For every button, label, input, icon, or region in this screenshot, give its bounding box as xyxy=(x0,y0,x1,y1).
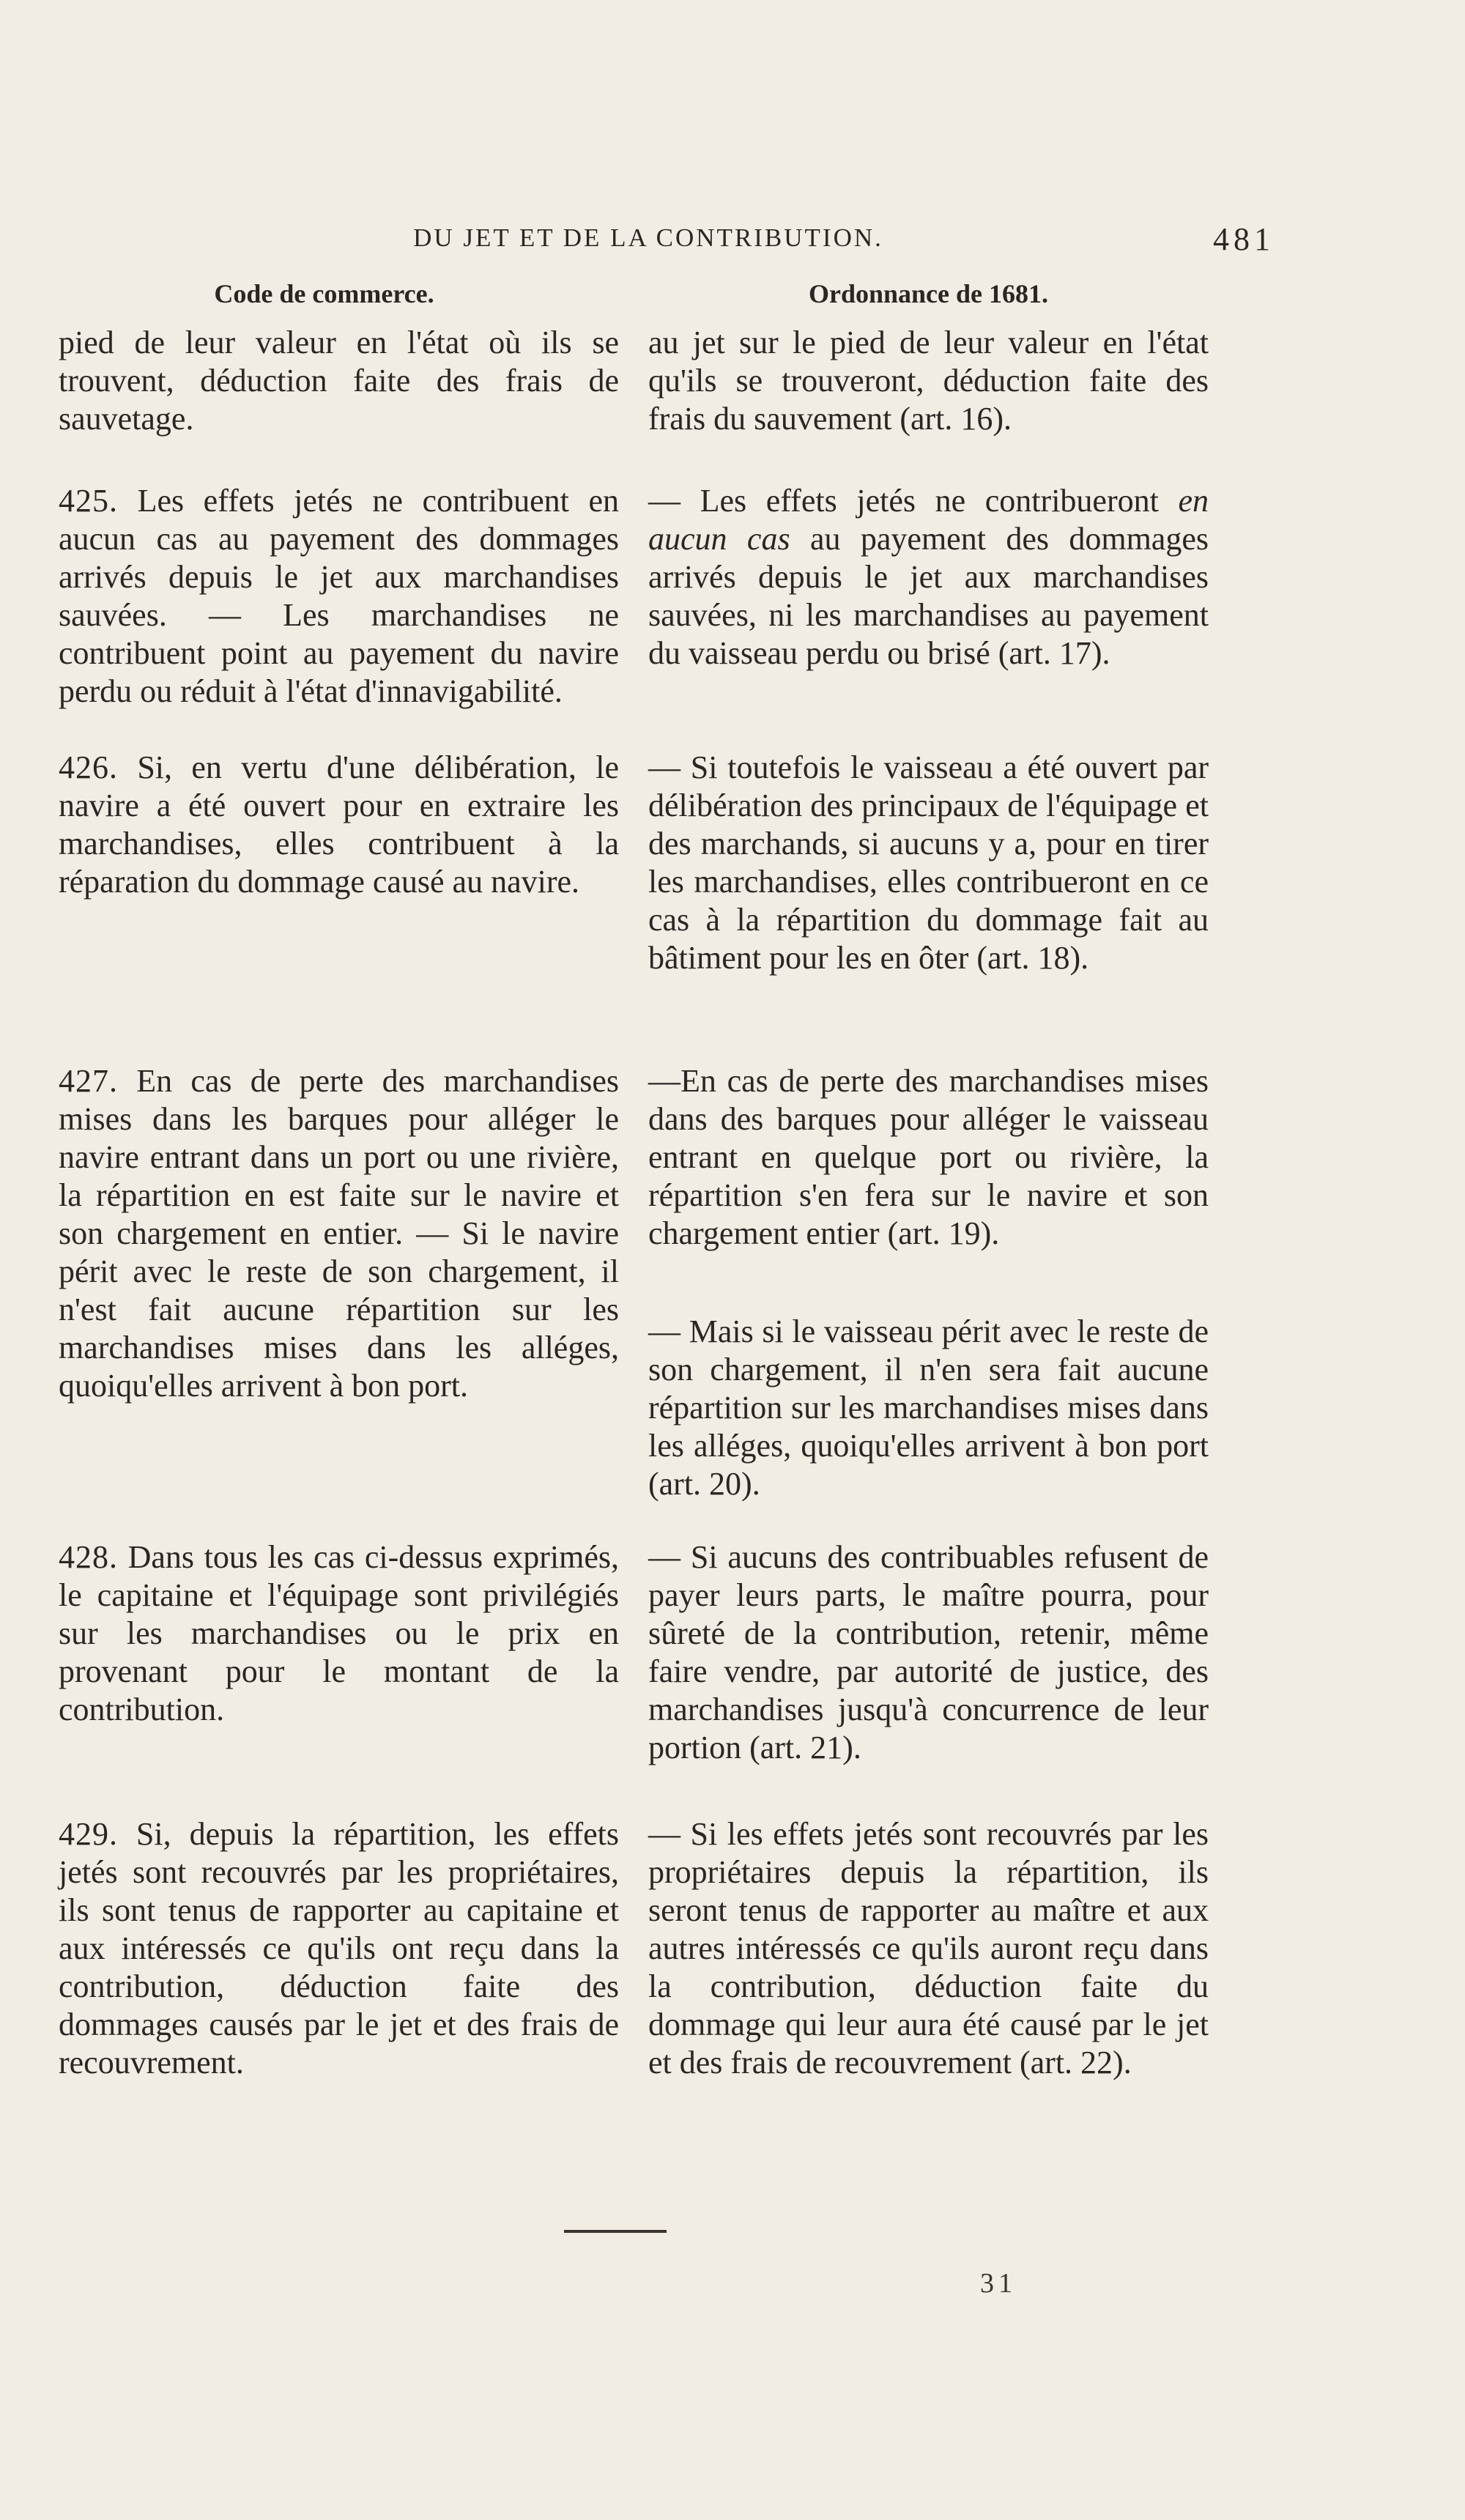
right-paragraph-art-18: — Si toutefois le vaisseau a été ouvert par délibération des principaux de l'équipage et des marchands, si aucuns y a, pour en tirer les marchandises, elles contribueront en ce cas à la répartition du dommage fait au bâtiment pour les en ôter (art. 18). xyxy=(648,749,1209,976)
right-paragraph: au jet sur le pied de leur valeur en l'état qu'ils se trouveront, déduction faite des frais du sauvement (art. 16). xyxy=(648,325,1209,437)
running-head-title: DU JET ET DE LA CONTRIBUTION. xyxy=(413,223,883,252)
article-number: 429. xyxy=(59,1816,118,1852)
left-paragraph-article-427: 427. En cas de perte des marchandises mises dans les barques pour alléger le navire entrant dans un port ou une rivière, la répartition en est faite sur le navire et son chargement en entier. — Si le navire périt avec le reste de son chargement, il n'est fait aucune répartition sur les marchandises mises dans les alléges, quoiqu'elles arrivent à bon port. xyxy=(59,1063,619,1404)
article-number: 425. xyxy=(59,483,118,519)
right-paragraph-art-19: —En cas de perte des marchandises mises dans des barques pour alléger le vaisseau entrant en quelque port ou rivière, la répartition s'en fera sur le navire et son chargement entier (art. 19). xyxy=(648,1063,1209,1251)
left-column xyxy=(59,278,619,2080)
right-paragraph-art-21: — Si aucuns des contribuables refusent de payer leurs parts, le maître pourra, pour sûreté de la contribution, retenir, même faire vendre, par autorité de justice, des marchandises jusqu'à concurrence de leur portion (art. 21). xyxy=(648,1539,1209,1765)
article-number: 426. xyxy=(59,749,118,785)
right-paragraph-art-22: — Si les effets jetés sont recouvrés par les propriétaires depuis la répartition, ils seront tenus de rapporter au maître et aux autres intéressés ce qu'ils auront reçu dans la contribution, déduction faite du dommage qui leur aura été causé par le jet et des frais de recouvrement (art. 22). xyxy=(648,1816,1209,2080)
page-number: 481 xyxy=(1213,221,1275,257)
right-column-heading: Ordonnance de 1681. xyxy=(808,279,1049,308)
right-column xyxy=(648,278,1209,2080)
left-column-heading: Code de commerce. xyxy=(214,279,434,308)
left-paragraph: pied de leur valeur en l'état où ils se trouvent, déduction faite des frais de sauvetage. xyxy=(59,325,619,437)
italic-emphasis: en aucun cas xyxy=(648,483,1209,557)
left-paragraph-article-425: 425. Les effets jetés ne contribuent en aucun cas au payement des dommages arrivés depuis le jet aux marchandises sauvées. — Les marchandises ne contribuent point au payement du navire perdu ou réduit à l'état d'innavigabilité. xyxy=(59,483,619,709)
right-paragraph-art-20: — Mais si le vaisseau périt avec le reste de son chargement, il n'en sera fait aucune répartition sur les marchandises mises dans les alléges, quoiqu'elles arrivent à bon port (art. 20). xyxy=(648,1313,1209,1502)
article-number: 428. xyxy=(59,1539,118,1575)
left-paragraph-article-429: 429. Si, depuis la répartition, les effets jetés sont recouvrés par les propriétaires, ils sont tenus de rapporter au capitaine et aux intéressés ce qu'ils ont reçu dans la contribution, déduction faite des dommages causés par le jet et des frais de recouvrement. xyxy=(59,1816,619,2080)
footer-rule xyxy=(564,2230,667,2233)
left-paragraph-article-428: 428. Dans tous les cas ci-dessus exprimés, le capitaine et l'équipage sont privilégiés sur les marchandises ou le prix en provenant pour le montant de la contribution. xyxy=(59,1539,619,1727)
signature-mark: 31 xyxy=(980,2268,1017,2299)
running-head xyxy=(59,221,1275,267)
left-paragraph-article-426: 426. Si, en vertu d'une délibération, le navire a été ouvert pour en extraire les marchandises, elles contribuent à la réparation du dommage causé au navire. xyxy=(59,749,619,900)
article-number: 427. xyxy=(59,1063,118,1099)
right-paragraph-art-17: — Les effets jetés ne contribueront en aucun cas au payement des dommages arrivés depuis le jet aux marchandises sauvées, ni les marchandises au payement du vaisseau perdu ou brisé (art. 17). xyxy=(648,483,1209,671)
